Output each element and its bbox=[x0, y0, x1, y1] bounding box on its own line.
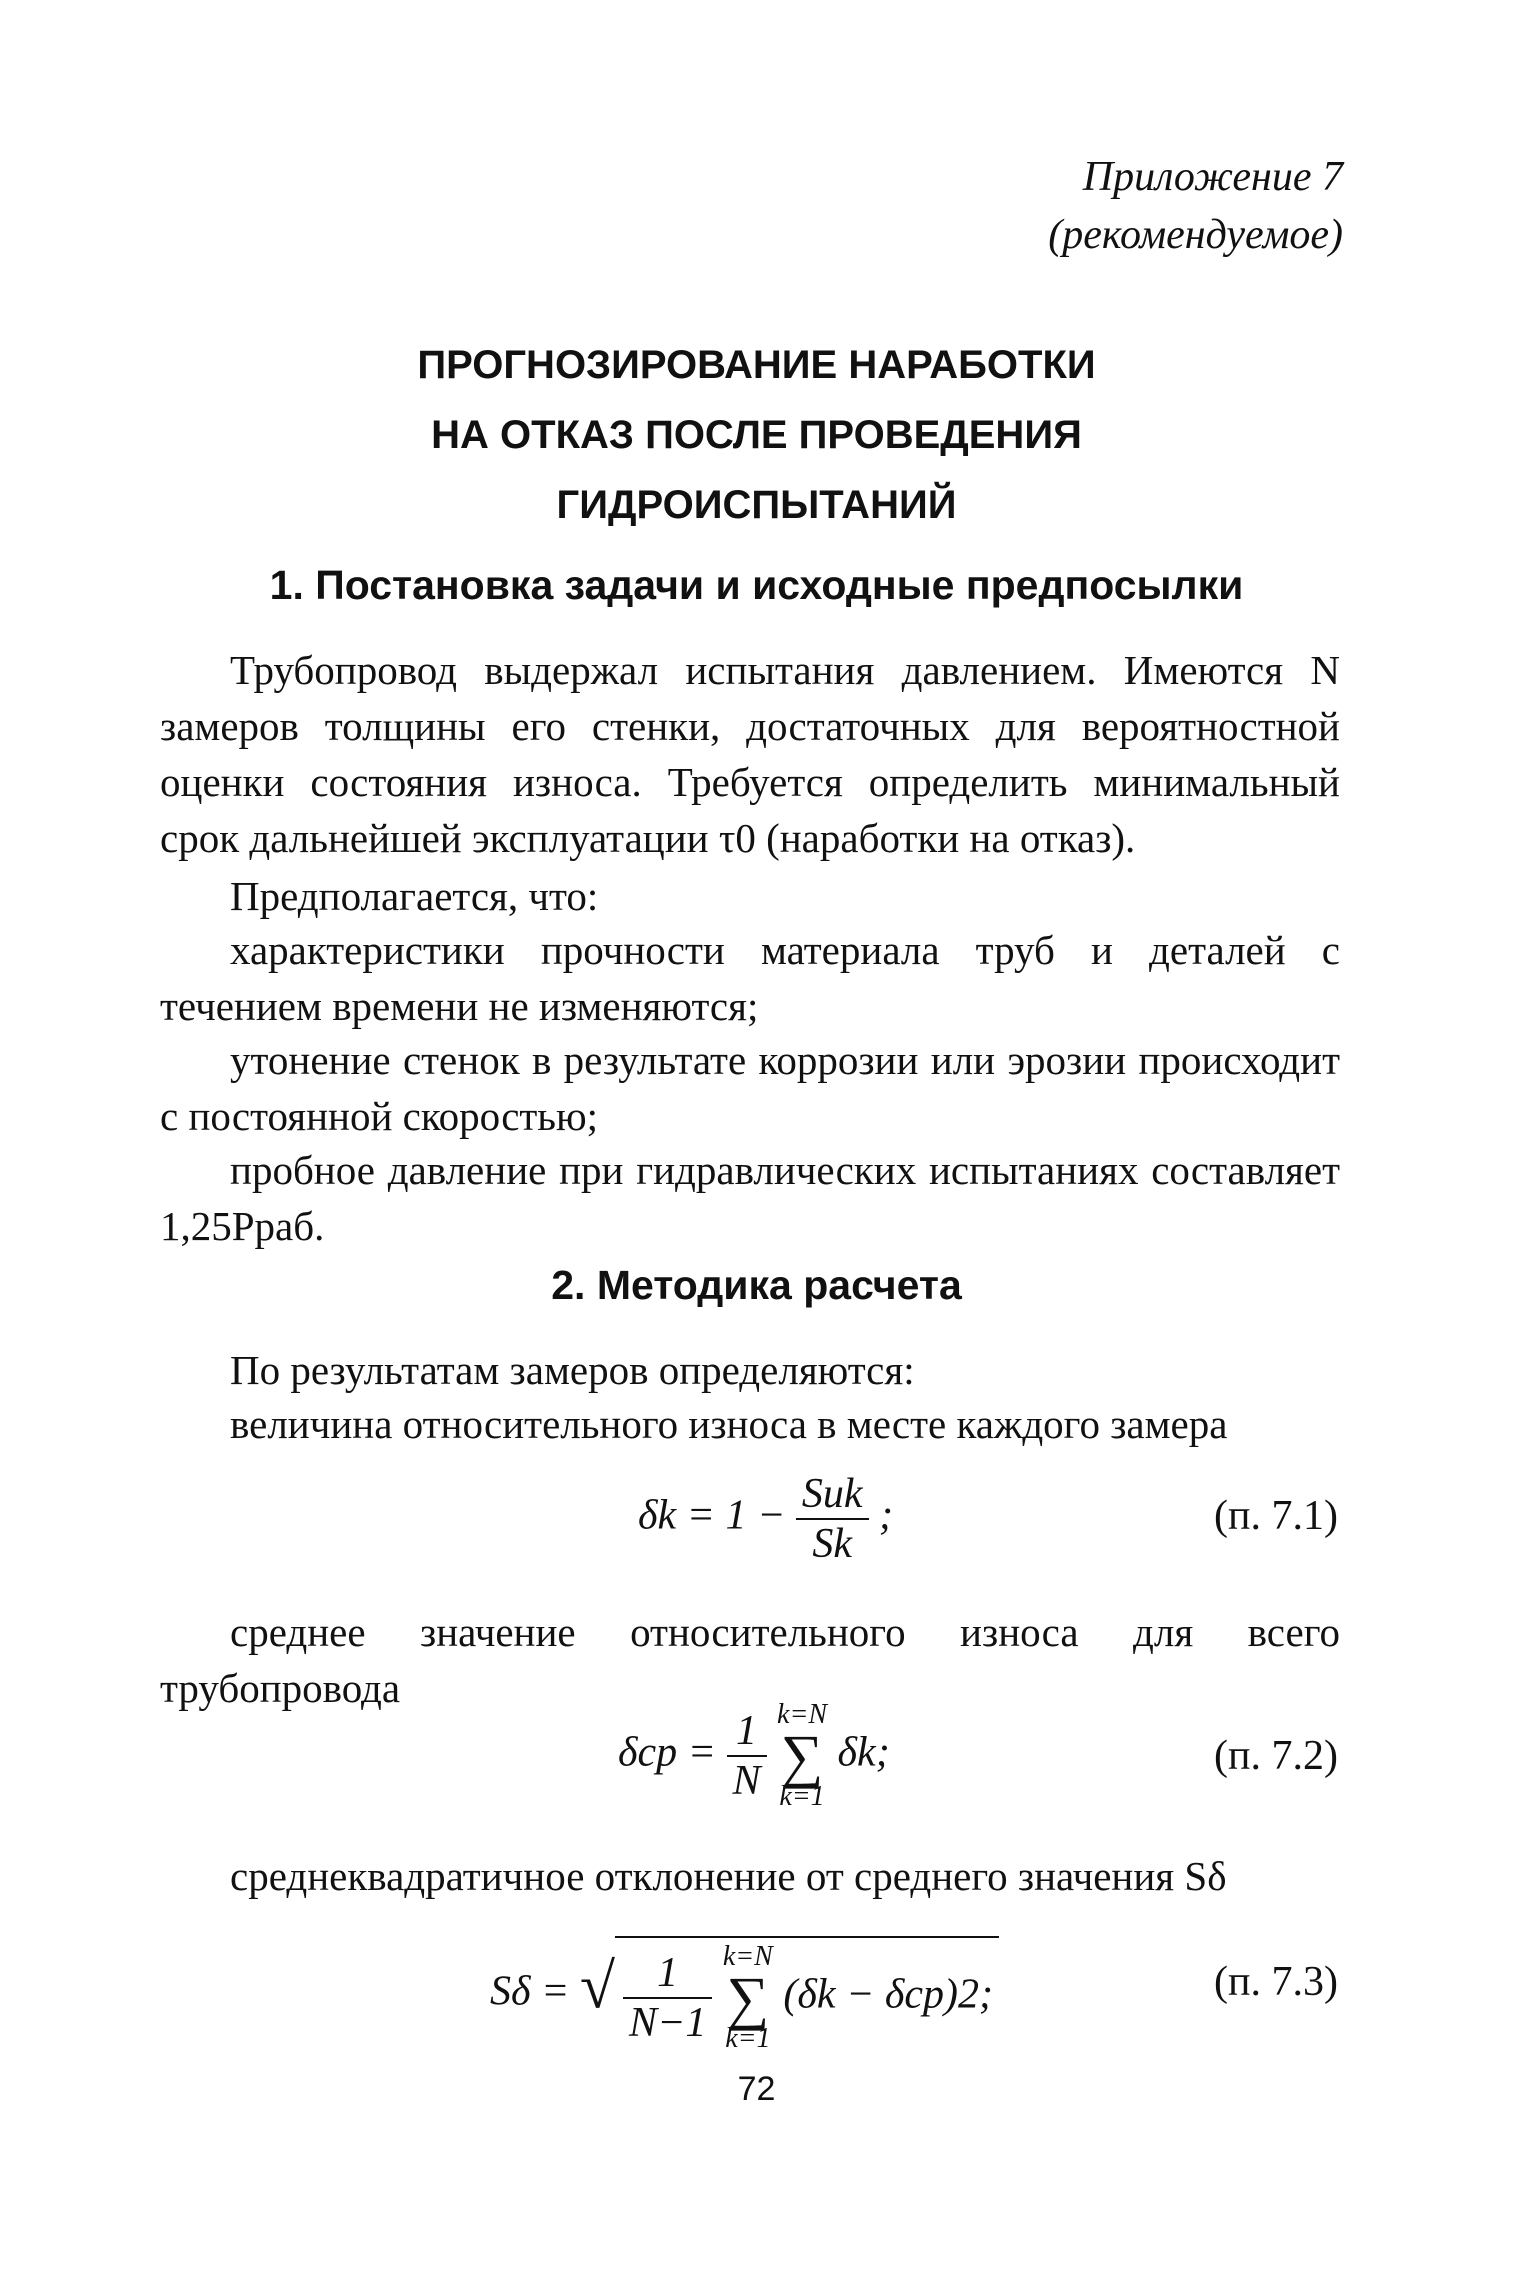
sqrt-symbol: √ bbox=[579, 1950, 615, 2022]
formula-7-1-numerator: Sиk bbox=[796, 1470, 869, 1520]
formula-7-1-denominator: Sk bbox=[812, 1521, 853, 1567]
sigma-symbol: ∑ bbox=[726, 1965, 770, 2031]
sigma-symbol: ∑ bbox=[780, 1723, 824, 1789]
formula-7-3-numerator: 1 bbox=[623, 1949, 712, 1999]
formula-7-2-denominator: N bbox=[732, 1758, 761, 1804]
formula-7-2-tail: δk; bbox=[837, 1729, 890, 1776]
formula-7-2 bbox=[618, 1700, 890, 1812]
page-number: 72 bbox=[737, 2070, 776, 2108]
assumption-2: утонение стенок в результате коррозии или эрозии происходит с постоянной скоростью; bbox=[160, 1037, 1340, 1139]
title-line-3: ГИДРОИСПЫТАНИЙ bbox=[556, 483, 957, 527]
formula-7-3-radicand bbox=[615, 1936, 999, 2054]
formula-7-3-label: (п. 7.3) bbox=[1214, 1959, 1338, 2005]
appendix-status: (рекомендуемое) bbox=[1048, 212, 1343, 258]
formula-7-2-lhs: δср = bbox=[618, 1729, 717, 1776]
formula-7-3-sum-upper: k=N bbox=[722, 1941, 773, 1972]
formula-7-3-sum bbox=[723, 1942, 773, 2054]
method-item-2: среднее значение относительного износа для всего трубопровода bbox=[160, 1609, 1340, 1711]
formula-7-2-fraction bbox=[727, 1707, 767, 1805]
formula-7-1 bbox=[638, 1470, 893, 1568]
formula-7-1-fraction bbox=[796, 1470, 869, 1568]
formula-7-3-tail: (δk − δср)2; bbox=[783, 1971, 993, 2018]
appendix-label bbox=[1048, 148, 1343, 264]
formula-7-3-fraction bbox=[623, 1949, 712, 2047]
formula-7-2-label: (п. 7.2) bbox=[1214, 1733, 1338, 1779]
formula-7-3 bbox=[490, 1936, 999, 2054]
method-item-1: величина относительного износа в месте каждого замера bbox=[230, 1401, 1228, 1447]
formula-7-3-sum-lower: k=1 bbox=[725, 2023, 771, 2054]
section-1-paragraph-2: Предполагается, что: bbox=[230, 873, 599, 919]
formula-7-3-denominator: N−1 bbox=[629, 2000, 707, 2046]
section-1-heading: 1. Постановка задачи и исходные предпосылки bbox=[269, 562, 1244, 608]
formula-7-2-numerator: 1 bbox=[727, 1707, 767, 1757]
section-2-intro: По результатам замеров определяются: bbox=[230, 1347, 915, 1393]
formula-7-1-label: (п. 7.1) bbox=[1214, 1493, 1338, 1539]
formula-7-3-lhs: Sδ = bbox=[490, 1968, 570, 2015]
section-1-paragraph-1: Трубопровод выдержал испытания давлением. Имеются N замеров толщины его стенки, достаточных для вероятностной оценки состояния износа. Требуется определить минимальный срок дальнейшей эксплуатации τ0 (наработки на отказ). bbox=[160, 647, 1340, 861]
title-line-2: НА ОТКАЗ ПОСЛЕ ПРОВЕДЕНИЯ bbox=[431, 413, 1082, 457]
assumption-1: характеристики прочности материала труб и деталей с течением времени не изменяются; bbox=[160, 927, 1340, 1029]
appendix-number: Приложение 7 bbox=[1082, 154, 1343, 200]
page-title bbox=[0, 330, 1513, 540]
formula-7-3-sqrt bbox=[580, 1936, 999, 2054]
assumption-3: пробное давление при гидравлических испытаниях составляет 1,25Pраб. bbox=[160, 1147, 1340, 1249]
formula-7-2-sum-upper: k=N bbox=[777, 1699, 828, 1730]
formula-7-2-sum-lower: k=1 bbox=[779, 1781, 825, 1812]
formula-7-1-tail: ; bbox=[879, 1492, 894, 1539]
title-line-1: ПРОГНОЗИРОВАНИЕ НАРАБОТКИ bbox=[417, 343, 1096, 387]
formula-7-1-lhs: δk = 1 − bbox=[638, 1492, 786, 1539]
section-2-heading: 2. Методика расчета bbox=[551, 1262, 962, 1308]
formula-7-2-sum bbox=[777, 1700, 827, 1812]
method-item-3: среднеквадратичное отклонение от среднего значения Sδ bbox=[230, 1853, 1227, 1899]
